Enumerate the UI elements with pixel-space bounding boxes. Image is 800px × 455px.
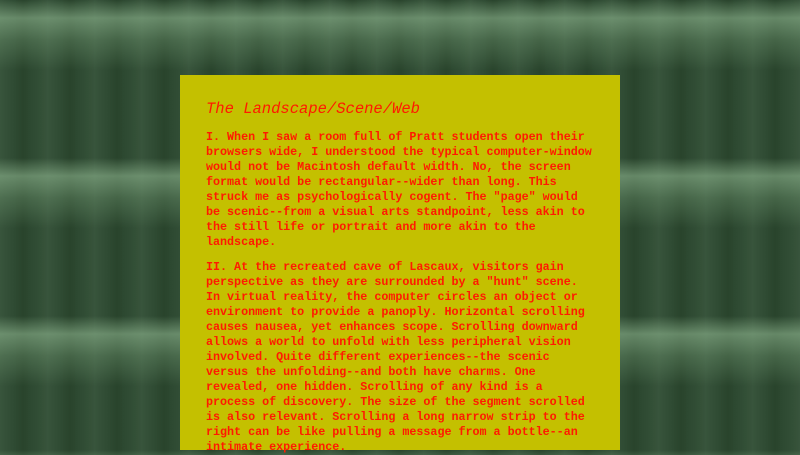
text-line: environment to provide a panoply. Horizontal scrolling (206, 305, 585, 319)
text-line: In virtual reality, the computer circles an object or (206, 290, 578, 304)
text-line: versus the unfolding--and both have charms. One (206, 365, 536, 379)
text-line: process of discovery. The size of the segment scrolled (206, 395, 585, 409)
text-line: II. At the recreated cave of Lascaux, visitors gain (206, 260, 564, 274)
text-line: intimate experience. (206, 440, 347, 454)
text-line: allows a world to unfold with less peripheral vision (206, 335, 571, 349)
paragraph-2 (206, 260, 585, 455)
text-line: the still life or portrait and more akin to the (206, 220, 536, 234)
text-line: format would be rectangular--wider than long. This (206, 175, 557, 189)
text-line: right can be like pulling a message from a bottle--an (206, 425, 578, 439)
text-line: perspective as they are surrounded by a "hunt" scene. (206, 275, 578, 289)
text-line: browsers wide, I understood the typical computer-window (206, 145, 592, 159)
paragraph-1 (206, 130, 592, 250)
text-line: struck me as psychologically cogent. The "page" would (206, 190, 578, 204)
text-line: I. When I saw a room full of Pratt students open their (206, 130, 585, 144)
text-line: would not be Macintosh default width. No, the screen (206, 160, 571, 174)
text-line: is also relevant. Scrolling a long narrow strip to the (206, 410, 585, 424)
page-title: The Landscape/Scene/Web (206, 100, 420, 118)
content-panel (180, 75, 620, 454)
text-line: be scenic--from a visual arts standpoint, less akin to (206, 205, 585, 219)
text-line: landscape. (206, 235, 277, 249)
text-line: revealed, one hidden. Scrolling of any kind is a (206, 380, 543, 394)
text-line: causes nausea, yet enhances scope. Scrolling downward (206, 320, 578, 334)
text-line: involved. Quite different experiences--the scenic (206, 350, 550, 364)
